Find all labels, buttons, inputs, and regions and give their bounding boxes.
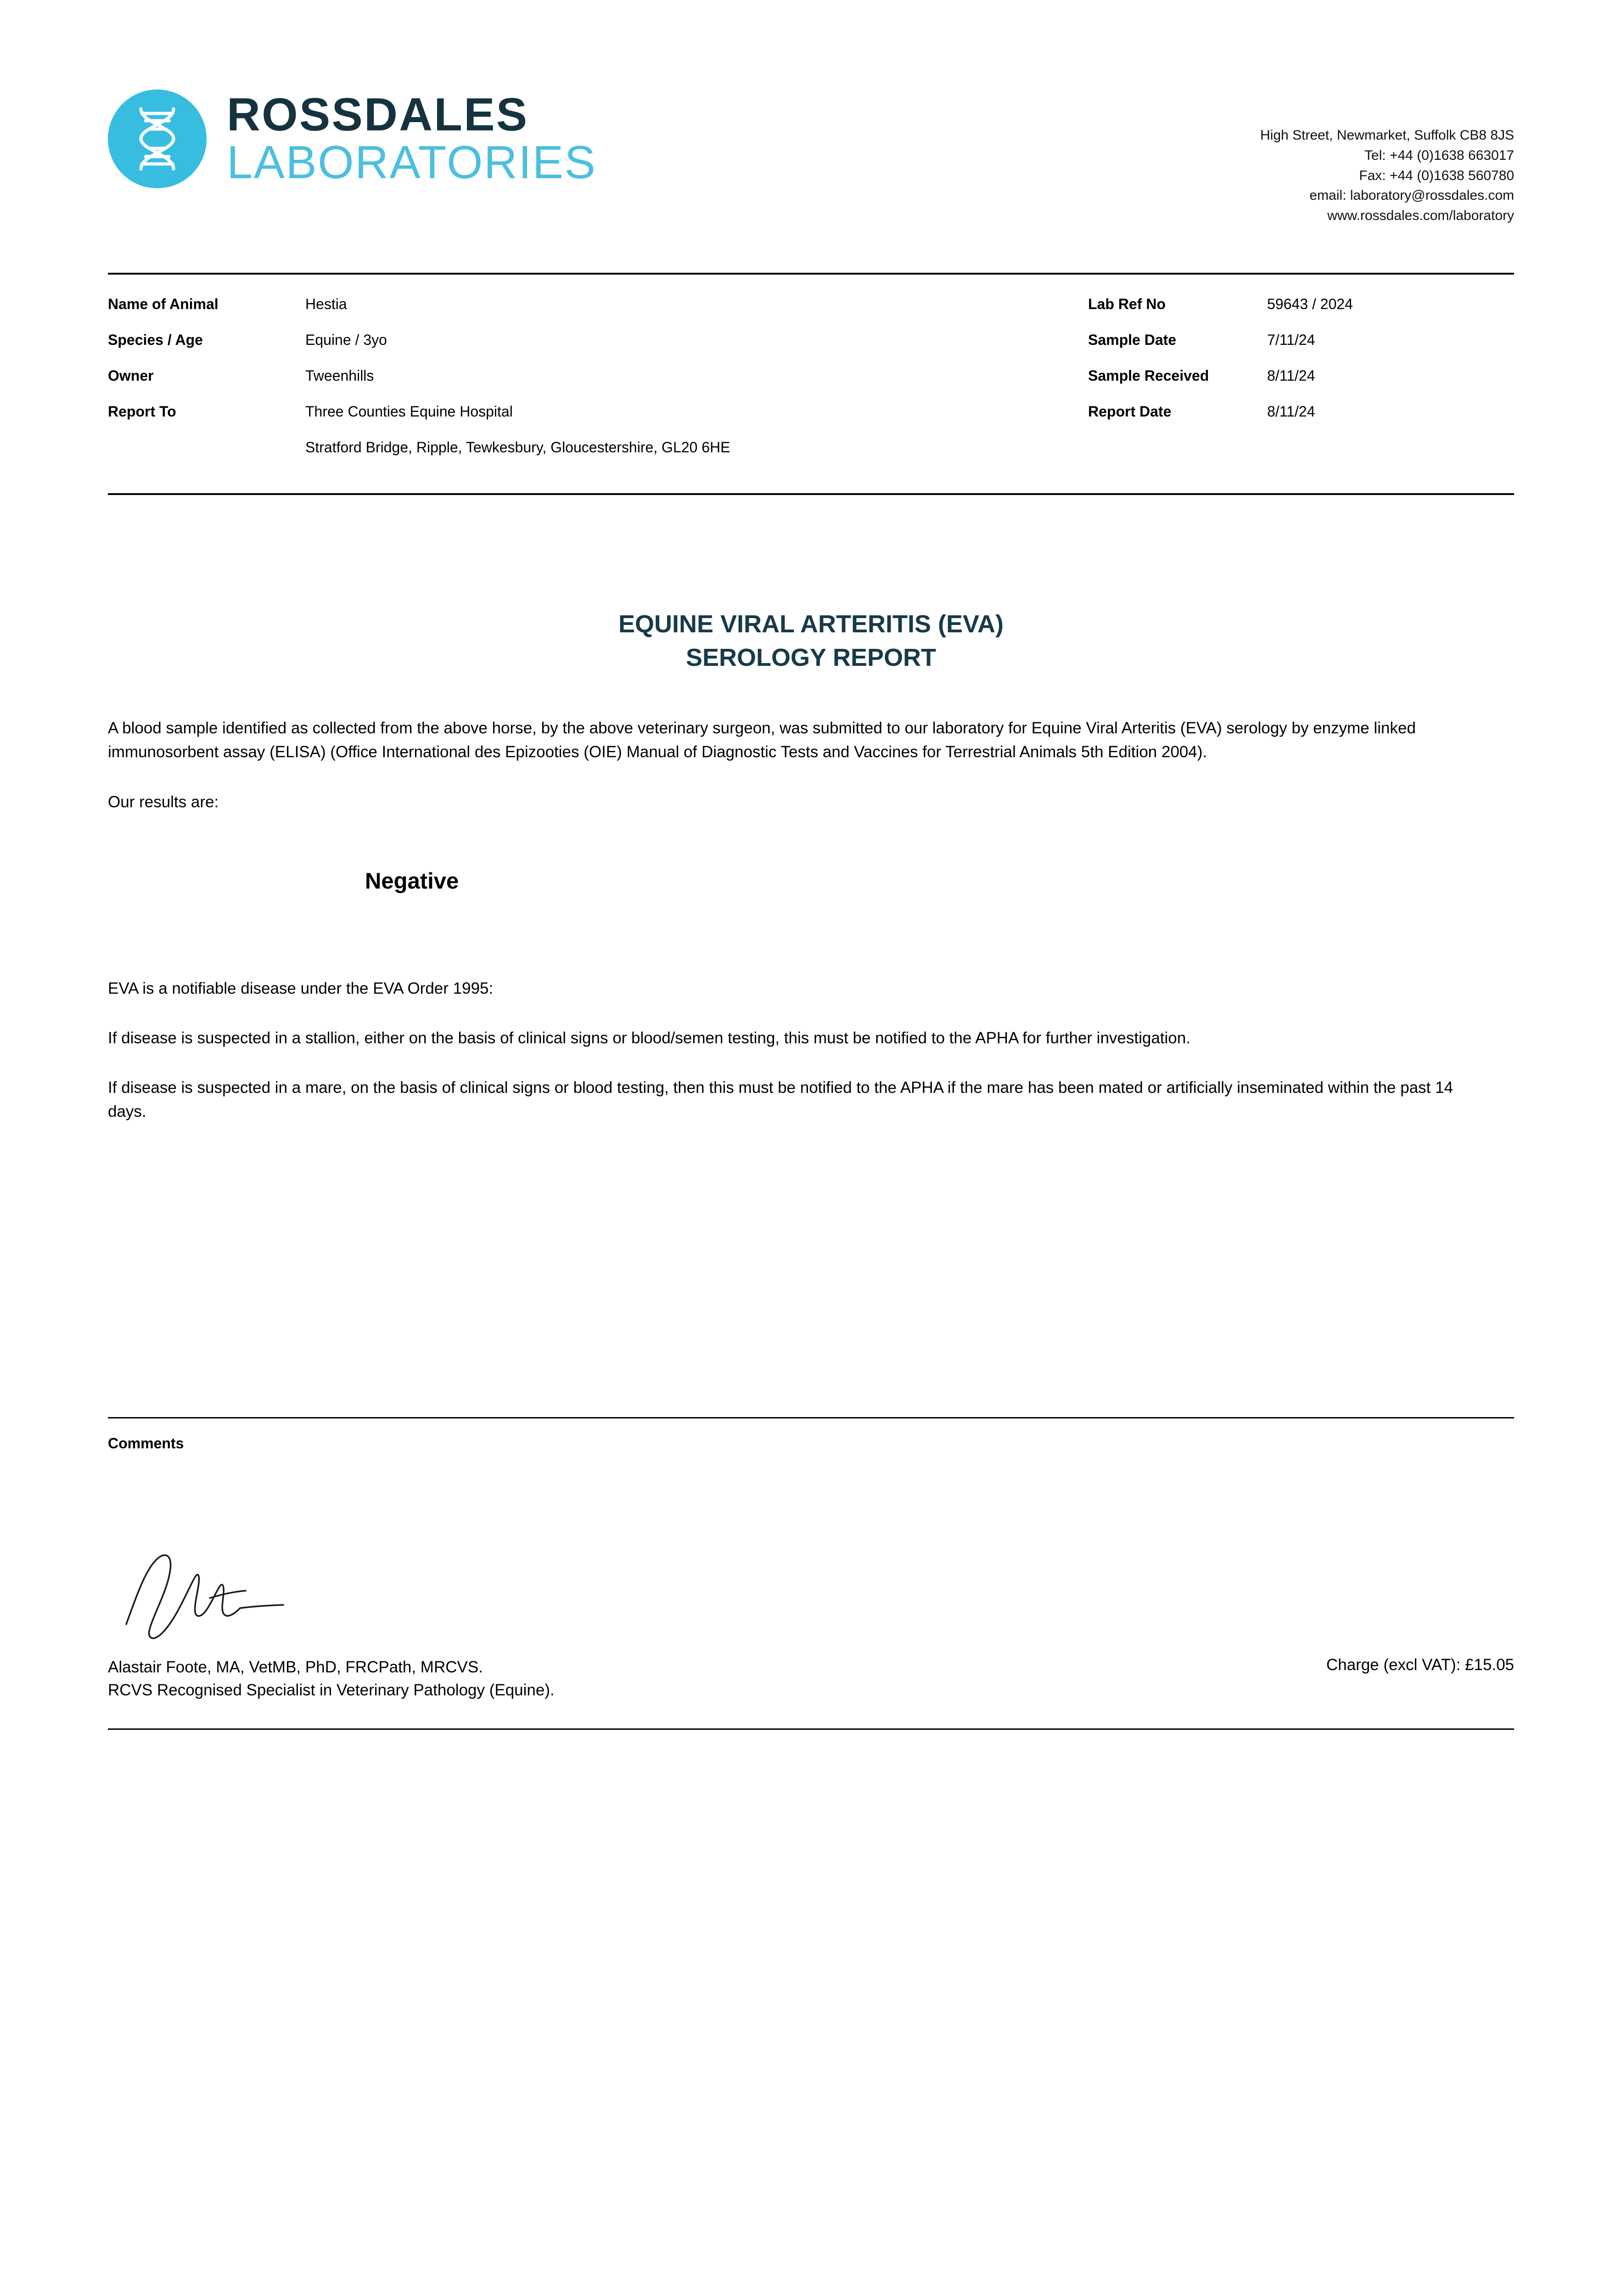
detail-label: Species / Age [108,331,203,348]
brand-line-laboratories: LABORATORIES [227,136,597,188]
brand-line-rossdales: ROSSDALES [227,89,529,141]
detail-row-lab-ref-no [1088,296,1514,321]
detail-row-name-of-animal [108,296,1088,321]
charge-amount: Charge (excl VAT): £15.05 [1326,1656,1514,1674]
detail-label: Lab Ref No [1088,295,1166,312]
details-divider [108,493,1514,495]
comments-label: Comments [108,1435,184,1452]
footer-divider [108,1728,1514,1730]
details-right-column [1088,296,1514,475]
detail-value: Tweenhills [305,367,374,384]
signatory-name: Alastair Foote, MA, VetMB, PhD, FRCPath, MRCVS. [108,1658,483,1677]
detail-label: Name of Animal [108,295,219,312]
detail-value: Hestia [305,295,347,312]
detail-value: Equine / 3yo [305,331,387,348]
results-lead: Our results are: [108,793,219,811]
contact-address: High Street, Newmarket, Suffolk CB8 8JS [1260,128,1514,143]
signatory [108,1656,555,1701]
contact-fax: Fax: +44 (0)1638 560780 [1359,168,1514,183]
notifiable-disease-notice [108,977,1514,1123]
detail-value: 8/11/24 [1267,367,1315,384]
detail-value: 7/11/24 [1267,331,1315,348]
detail-value-address: Stratford Bridge, Ripple, Tewkesbury, Gloucestershire, GL20 6HE [305,439,730,456]
page-title [108,608,1514,675]
notice-stallion: If disease is suspected in a stallion, either on the basis of clinical signs or blood/semen testing, this must be notified to the APHA for further investigation. [108,1029,1190,1047]
dna-helix-icon [108,90,207,188]
detail-row-report-date [1088,403,1514,429]
detail-row-owner [108,367,1088,393]
detail-row-report-to [108,403,1088,429]
page-title-line1: EQUINE VIRAL ARTERITIS (EVA) [618,610,1004,638]
notice-heading: EVA is a notifiable disease under the EVA Order 1995: [108,979,494,998]
contact-web: www.rossdales.com/laboratory [1327,208,1514,224]
details-left-column [108,296,1088,475]
detail-label: Sample Date [1088,331,1177,348]
detail-row-report-to-address [108,439,1088,465]
detail-value: Three Counties Equine Hospital [305,403,513,420]
detail-row-sample-date [1088,332,1514,357]
detail-label: Sample Received [1088,367,1209,384]
signatory-qualification: RCVS Recognised Specialist in Veterinary Pathology (Equine). [108,1681,555,1699]
detail-row-sample-received [1088,367,1514,393]
detail-label: Report To [108,403,176,420]
sign-off [108,1656,1514,1701]
sample-details [108,275,1514,493]
notice-mare: If disease is suspected in a mare, on the basis of clinical signs or blood testing, then this must be notified to the APHA if the mare has been mated or artificially inseminated within the past 14 days. [108,1078,1453,1120]
handwritten-signature [108,1544,521,1649]
detail-row-species-age [108,332,1088,357]
brand-lockup [108,90,596,188]
detail-label: Owner [108,367,154,384]
detail-value: 8/11/24 [1267,403,1315,420]
report-header [108,0,1514,226]
comments-divider [108,1417,1514,1418]
contact-block [1260,90,1514,226]
result-value: Negative [365,869,459,894]
detail-value: 59643 / 2024 [1267,295,1353,312]
detail-label: Report Date [1088,403,1172,420]
contact-email: email: laboratory@rossdales.com [1309,188,1514,203]
page-title-line2: SEROLOGY REPORT [685,644,937,672]
intro-paragraph: A blood sample identified as collected from the above horse, by the above veterinary surgeon, was submitted to our laboratory for Equine Viral Arteritis (EVA) serology by enzyme linked immunosorbent assay (ELISA) (Office International des Epizooties (OIE) Manual of Diagnostic Tests and Vaccines for Terrestrial Animals 5th Edition 2004). [108,719,1416,761]
brand-wordmark [227,91,596,186]
contact-tel: Tel: +44 (0)1638 663017 [1364,147,1514,163]
